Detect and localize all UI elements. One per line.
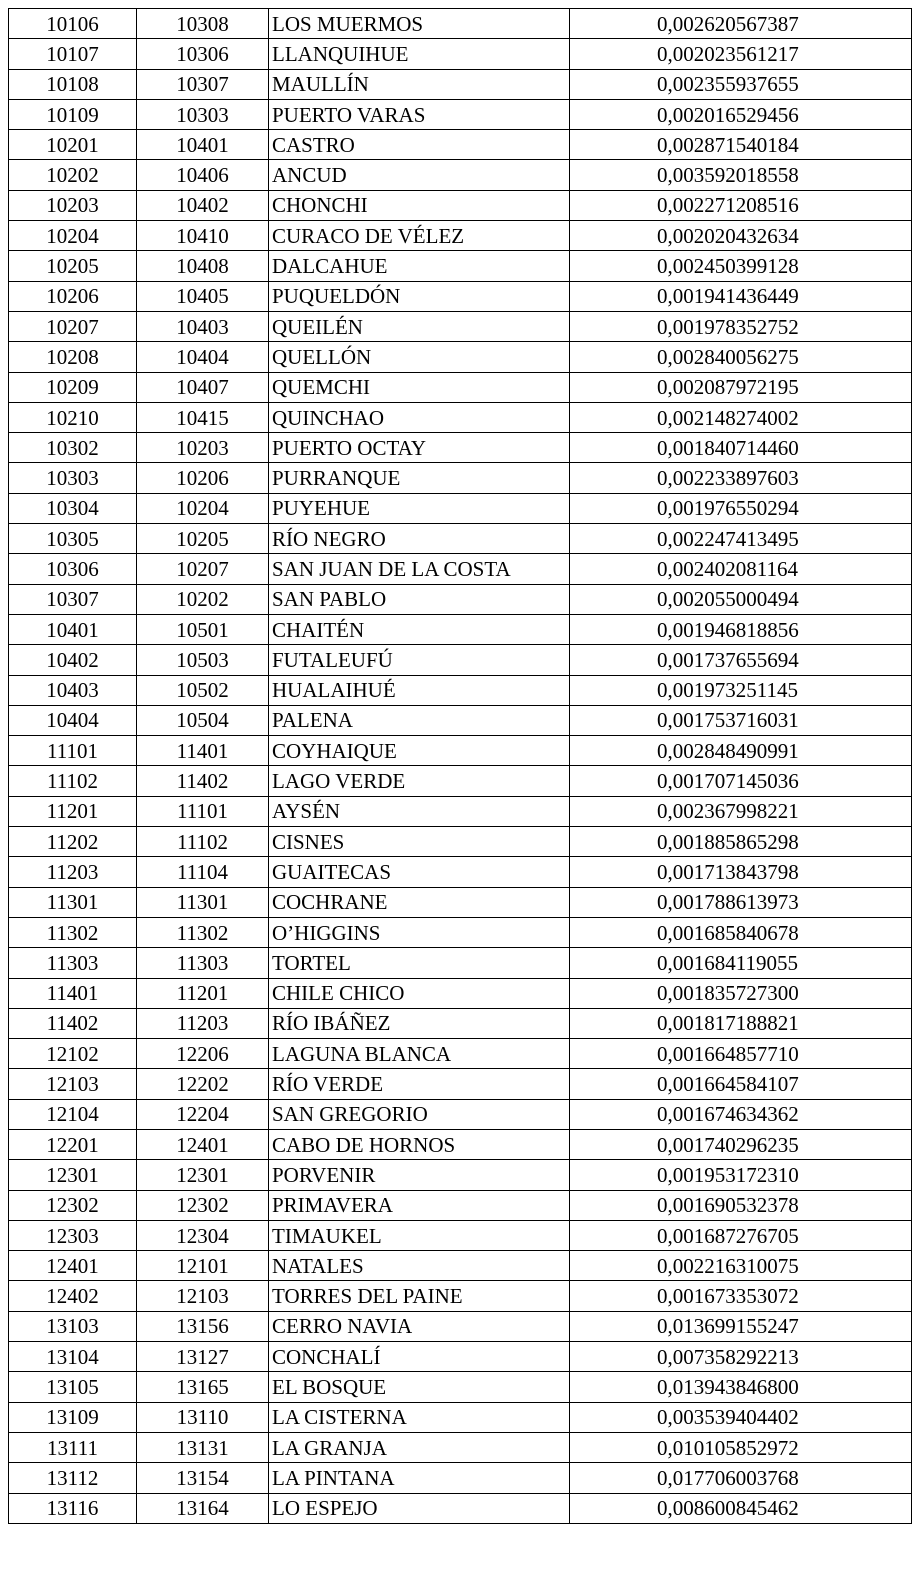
coefficient-cell: 0,010105852972: [570, 1432, 912, 1462]
new-code-cell: 10501: [137, 614, 269, 644]
commune-name-cell: LA PINTANA: [269, 1463, 570, 1493]
coefficient-cell: 0,002087972195: [570, 372, 912, 402]
coefficient-cell: 0,001684119055: [570, 948, 912, 978]
commune-name-cell: NATALES: [269, 1251, 570, 1281]
table-row: [9, 766, 912, 796]
commune-name-cell: LAGO VERDE: [269, 766, 570, 796]
new-code-cell: 12206: [137, 1039, 269, 1069]
commune-name-cell: LAGUNA BLANCA: [269, 1039, 570, 1069]
new-code-cell: 10306: [137, 39, 269, 69]
old-code-cell: 11202: [9, 827, 137, 857]
coefficient-cell: 0,001941436449: [570, 281, 912, 311]
coefficient-cell: 0,002271208516: [570, 190, 912, 220]
old-code-cell: 11402: [9, 1008, 137, 1038]
commune-name-cell: RÍO NEGRO: [269, 524, 570, 554]
old-code-cell: 10109: [9, 99, 137, 129]
table-row: [9, 160, 912, 190]
table-row: [9, 1190, 912, 1220]
commune-name-cell: LO ESPEJO: [269, 1493, 570, 1523]
old-code-cell: 11301: [9, 887, 137, 917]
coefficient-cell: 0,013943846800: [570, 1372, 912, 1402]
coefficient-cell: 0,002402081164: [570, 554, 912, 584]
commune-name-cell: O’HIGGINS: [269, 917, 570, 947]
old-code-cell: 10404: [9, 705, 137, 735]
old-code-cell: 13111: [9, 1432, 137, 1462]
table-row: [9, 69, 912, 99]
commune-name-cell: AYSÉN: [269, 796, 570, 826]
coefficient-cell: 0,001664584107: [570, 1069, 912, 1099]
old-code-cell: 10204: [9, 221, 137, 251]
coefficient-cell: 0,001973251145: [570, 675, 912, 705]
table-row: [9, 887, 912, 917]
old-code-cell: 13109: [9, 1402, 137, 1432]
commune-name-cell: PUYEHUE: [269, 493, 570, 523]
table-row: [9, 311, 912, 341]
coefficient-cell: 0,002620567387: [570, 9, 912, 39]
table-row: [9, 1160, 912, 1190]
commune-name-cell: CERRO NAVIA: [269, 1311, 570, 1341]
commune-name-cell: QUEMCHI: [269, 372, 570, 402]
coefficient-cell: 0,013699155247: [570, 1311, 912, 1341]
commune-name-cell: MAULLÍN: [269, 69, 570, 99]
old-code-cell: 10403: [9, 675, 137, 705]
table-row: [9, 130, 912, 160]
coefficient-cell: 0,001835727300: [570, 978, 912, 1008]
new-code-cell: 12302: [137, 1190, 269, 1220]
commune-name-cell: CHAITÉN: [269, 614, 570, 644]
commune-name-cell: SAN JUAN DE LA COSTA: [269, 554, 570, 584]
table-row: [9, 251, 912, 281]
table-row: [9, 584, 912, 614]
table-row: [9, 1281, 912, 1311]
table-row: [9, 190, 912, 220]
old-code-cell: 10402: [9, 645, 137, 675]
table-row: [9, 433, 912, 463]
old-code-cell: 10209: [9, 372, 137, 402]
table-row: [9, 978, 912, 1008]
table-row: [9, 372, 912, 402]
table-row: [9, 1372, 912, 1402]
coefficient-cell: 0,002848490991: [570, 736, 912, 766]
commune-table: [8, 8, 912, 1524]
old-code-cell: 13116: [9, 1493, 137, 1523]
coefficient-cell: 0,001673353072: [570, 1281, 912, 1311]
table-row: [9, 736, 912, 766]
coefficient-cell: 0,002367998221: [570, 796, 912, 826]
new-code-cell: 10410: [137, 221, 269, 251]
commune-name-cell: PUQUELDÓN: [269, 281, 570, 311]
new-code-cell: 10408: [137, 251, 269, 281]
coefficient-cell: 0,001674634362: [570, 1099, 912, 1129]
table-row: [9, 1432, 912, 1462]
coefficient-cell: 0,001788613973: [570, 887, 912, 917]
new-code-cell: 13165: [137, 1372, 269, 1402]
coefficient-cell: 0,002355937655: [570, 69, 912, 99]
commune-name-cell: CONCHALÍ: [269, 1342, 570, 1372]
commune-name-cell: TORTEL: [269, 948, 570, 978]
table-body: [9, 9, 912, 1524]
commune-name-cell: EL BOSQUE: [269, 1372, 570, 1402]
coefficient-cell: 0,001978352752: [570, 311, 912, 341]
table-row: [9, 645, 912, 675]
commune-name-cell: RÍO IBÁÑEZ: [269, 1008, 570, 1038]
old-code-cell: 10210: [9, 402, 137, 432]
new-code-cell: 11101: [137, 796, 269, 826]
commune-name-cell: PORVENIR: [269, 1160, 570, 1190]
table-row: [9, 917, 912, 947]
new-code-cell: 11301: [137, 887, 269, 917]
new-code-cell: 11402: [137, 766, 269, 796]
table-row: [9, 705, 912, 735]
new-code-cell: 10401: [137, 130, 269, 160]
table-row: [9, 1129, 912, 1159]
coefficient-cell: 0,001885865298: [570, 827, 912, 857]
coefficient-cell: 0,001946818856: [570, 614, 912, 644]
new-code-cell: 10207: [137, 554, 269, 584]
commune-name-cell: CASTRO: [269, 130, 570, 160]
old-code-cell: 12201: [9, 1129, 137, 1159]
old-code-cell: 12102: [9, 1039, 137, 1069]
commune-name-cell: CHILE CHICO: [269, 978, 570, 1008]
coefficient-cell: 0,002216310075: [570, 1251, 912, 1281]
table-row: [9, 857, 912, 887]
commune-name-cell: COCHRANE: [269, 887, 570, 917]
table-row: [9, 675, 912, 705]
new-code-cell: 10307: [137, 69, 269, 99]
new-code-cell: 12401: [137, 1129, 269, 1159]
new-code-cell: 11303: [137, 948, 269, 978]
coefficient-cell: 0,001840714460: [570, 433, 912, 463]
old-code-cell: 12103: [9, 1069, 137, 1099]
old-code-cell: 10201: [9, 130, 137, 160]
new-code-cell: 10407: [137, 372, 269, 402]
new-code-cell: 11201: [137, 978, 269, 1008]
new-code-cell: 12103: [137, 1281, 269, 1311]
new-code-cell: 10303: [137, 99, 269, 129]
old-code-cell: 13104: [9, 1342, 137, 1372]
old-code-cell: 10206: [9, 281, 137, 311]
commune-name-cell: LA CISTERNA: [269, 1402, 570, 1432]
old-code-cell: 11303: [9, 948, 137, 978]
coefficient-cell: 0,002016529456: [570, 99, 912, 129]
table-row: [9, 1039, 912, 1069]
table-row: [9, 99, 912, 129]
old-code-cell: 11401: [9, 978, 137, 1008]
old-code-cell: 13112: [9, 1463, 137, 1493]
new-code-cell: 12202: [137, 1069, 269, 1099]
table-row: [9, 827, 912, 857]
new-code-cell: 13164: [137, 1493, 269, 1523]
table-row: [9, 1099, 912, 1129]
commune-name-cell: SAN GREGORIO: [269, 1099, 570, 1129]
commune-name-cell: RÍO VERDE: [269, 1069, 570, 1099]
old-code-cell: 10203: [9, 190, 137, 220]
old-code-cell: 11302: [9, 917, 137, 947]
coefficient-cell: 0,001685840678: [570, 917, 912, 947]
commune-name-cell: PALENA: [269, 705, 570, 735]
old-code-cell: 11101: [9, 736, 137, 766]
old-code-cell: 10306: [9, 554, 137, 584]
old-code-cell: 11102: [9, 766, 137, 796]
table-row: [9, 1463, 912, 1493]
old-code-cell: 12402: [9, 1281, 137, 1311]
coefficient-cell: 0,001953172310: [570, 1160, 912, 1190]
coefficient-cell: 0,002233897603: [570, 463, 912, 493]
new-code-cell: 11203: [137, 1008, 269, 1038]
commune-name-cell: HUALAIHUÉ: [269, 675, 570, 705]
coefficient-cell: 0,002247413495: [570, 524, 912, 554]
old-code-cell: 10401: [9, 614, 137, 644]
coefficient-cell: 0,001753716031: [570, 705, 912, 735]
table-row: [9, 463, 912, 493]
new-code-cell: 10504: [137, 705, 269, 735]
new-code-cell: 13127: [137, 1342, 269, 1372]
commune-name-cell: QUINCHAO: [269, 402, 570, 432]
table-row: [9, 1251, 912, 1281]
old-code-cell: 10106: [9, 9, 137, 39]
new-code-cell: 10405: [137, 281, 269, 311]
table-row: [9, 281, 912, 311]
table-row: [9, 1008, 912, 1038]
table-row: [9, 1402, 912, 1432]
commune-name-cell: FUTALEUFÚ: [269, 645, 570, 675]
new-code-cell: 10205: [137, 524, 269, 554]
new-code-cell: 10202: [137, 584, 269, 614]
old-code-cell: 10305: [9, 524, 137, 554]
commune-name-cell: PUERTO VARAS: [269, 99, 570, 129]
coefficient-cell: 0,001713843798: [570, 857, 912, 887]
table-row: [9, 1342, 912, 1372]
table-row: [9, 1311, 912, 1341]
new-code-cell: 10203: [137, 433, 269, 463]
coefficient-cell: 0,003539404402: [570, 1402, 912, 1432]
commune-name-cell: LA GRANJA: [269, 1432, 570, 1462]
new-code-cell: 12301: [137, 1160, 269, 1190]
coefficient-cell: 0,002450399128: [570, 251, 912, 281]
commune-name-cell: LLANQUIHUE: [269, 39, 570, 69]
coefficient-cell: 0,001740296235: [570, 1129, 912, 1159]
coefficient-cell: 0,002871540184: [570, 130, 912, 160]
new-code-cell: 10415: [137, 402, 269, 432]
new-code-cell: 13110: [137, 1402, 269, 1432]
new-code-cell: 11104: [137, 857, 269, 887]
new-code-cell: 10206: [137, 463, 269, 493]
table-row: [9, 493, 912, 523]
commune-name-cell: ANCUD: [269, 160, 570, 190]
coefficient-cell: 0,002840056275: [570, 342, 912, 372]
table-row: [9, 342, 912, 372]
old-code-cell: 12303: [9, 1220, 137, 1250]
commune-name-cell: CURACO DE VÉLEZ: [269, 221, 570, 251]
old-code-cell: 10108: [9, 69, 137, 99]
old-code-cell: 10307: [9, 584, 137, 614]
commune-name-cell: CHONCHI: [269, 190, 570, 220]
new-code-cell: 10406: [137, 160, 269, 190]
commune-name-cell: PUERTO OCTAY: [269, 433, 570, 463]
table-row: [9, 524, 912, 554]
coefficient-cell: 0,002055000494: [570, 584, 912, 614]
table-row: [9, 1220, 912, 1250]
new-code-cell: 13156: [137, 1311, 269, 1341]
old-code-cell: 12301: [9, 1160, 137, 1190]
new-code-cell: 10502: [137, 675, 269, 705]
commune-name-cell: LOS MUERMOS: [269, 9, 570, 39]
commune-name-cell: PURRANQUE: [269, 463, 570, 493]
table-row: [9, 1493, 912, 1523]
coefficient-cell: 0,002023561217: [570, 39, 912, 69]
commune-name-cell: GUAITECAS: [269, 857, 570, 887]
table-row: [9, 9, 912, 39]
new-code-cell: 13154: [137, 1463, 269, 1493]
old-code-cell: 10107: [9, 39, 137, 69]
old-code-cell: 11201: [9, 796, 137, 826]
old-code-cell: 10208: [9, 342, 137, 372]
commune-name-cell: TORRES DEL PAINE: [269, 1281, 570, 1311]
new-code-cell: 11102: [137, 827, 269, 857]
new-code-cell: 10404: [137, 342, 269, 372]
old-code-cell: 12104: [9, 1099, 137, 1129]
table-row: [9, 402, 912, 432]
coefficient-cell: 0,002148274002: [570, 402, 912, 432]
old-code-cell: 13103: [9, 1311, 137, 1341]
commune-name-cell: SAN PABLO: [269, 584, 570, 614]
coefficient-cell: 0,017706003768: [570, 1463, 912, 1493]
coefficient-cell: 0,002020432634: [570, 221, 912, 251]
table-row: [9, 554, 912, 584]
new-code-cell: 10308: [137, 9, 269, 39]
coefficient-cell: 0,001690532378: [570, 1190, 912, 1220]
new-code-cell: 10403: [137, 311, 269, 341]
commune-name-cell: CABO DE HORNOS: [269, 1129, 570, 1159]
coefficient-cell: 0,001664857710: [570, 1039, 912, 1069]
coefficient-cell: 0,003592018558: [570, 160, 912, 190]
commune-name-cell: CISNES: [269, 827, 570, 857]
new-code-cell: 11401: [137, 736, 269, 766]
old-code-cell: 13105: [9, 1372, 137, 1402]
table-row: [9, 948, 912, 978]
new-code-cell: 12204: [137, 1099, 269, 1129]
old-code-cell: 10205: [9, 251, 137, 281]
commune-name-cell: QUEILÉN: [269, 311, 570, 341]
old-code-cell: 10202: [9, 160, 137, 190]
old-code-cell: 11203: [9, 857, 137, 887]
coefficient-cell: 0,001817188821: [570, 1008, 912, 1038]
new-code-cell: 10503: [137, 645, 269, 675]
new-code-cell: 12304: [137, 1220, 269, 1250]
commune-name-cell: COYHAIQUE: [269, 736, 570, 766]
new-code-cell: 13131: [137, 1432, 269, 1462]
table-row: [9, 1069, 912, 1099]
old-code-cell: 12302: [9, 1190, 137, 1220]
new-code-cell: 10402: [137, 190, 269, 220]
new-code-cell: 10204: [137, 493, 269, 523]
coefficient-cell: 0,008600845462: [570, 1493, 912, 1523]
commune-name-cell: DALCAHUE: [269, 251, 570, 281]
old-code-cell: 10302: [9, 433, 137, 463]
table-row: [9, 221, 912, 251]
old-code-cell: 10303: [9, 463, 137, 493]
old-code-cell: 10207: [9, 311, 137, 341]
commune-name-cell: PRIMAVERA: [269, 1190, 570, 1220]
coefficient-cell: 0,007358292213: [570, 1342, 912, 1372]
commune-name-cell: QUELLÓN: [269, 342, 570, 372]
coefficient-cell: 0,001976550294: [570, 493, 912, 523]
table-row: [9, 614, 912, 644]
new-code-cell: 11302: [137, 917, 269, 947]
coefficient-cell: 0,001687276705: [570, 1220, 912, 1250]
table-row: [9, 39, 912, 69]
coefficient-cell: 0,001707145036: [570, 766, 912, 796]
commune-name-cell: TIMAUKEL: [269, 1220, 570, 1250]
old-code-cell: 10304: [9, 493, 137, 523]
table-row: [9, 796, 912, 826]
new-code-cell: 12101: [137, 1251, 269, 1281]
coefficient-cell: 0,001737655694: [570, 645, 912, 675]
old-code-cell: 12401: [9, 1251, 137, 1281]
